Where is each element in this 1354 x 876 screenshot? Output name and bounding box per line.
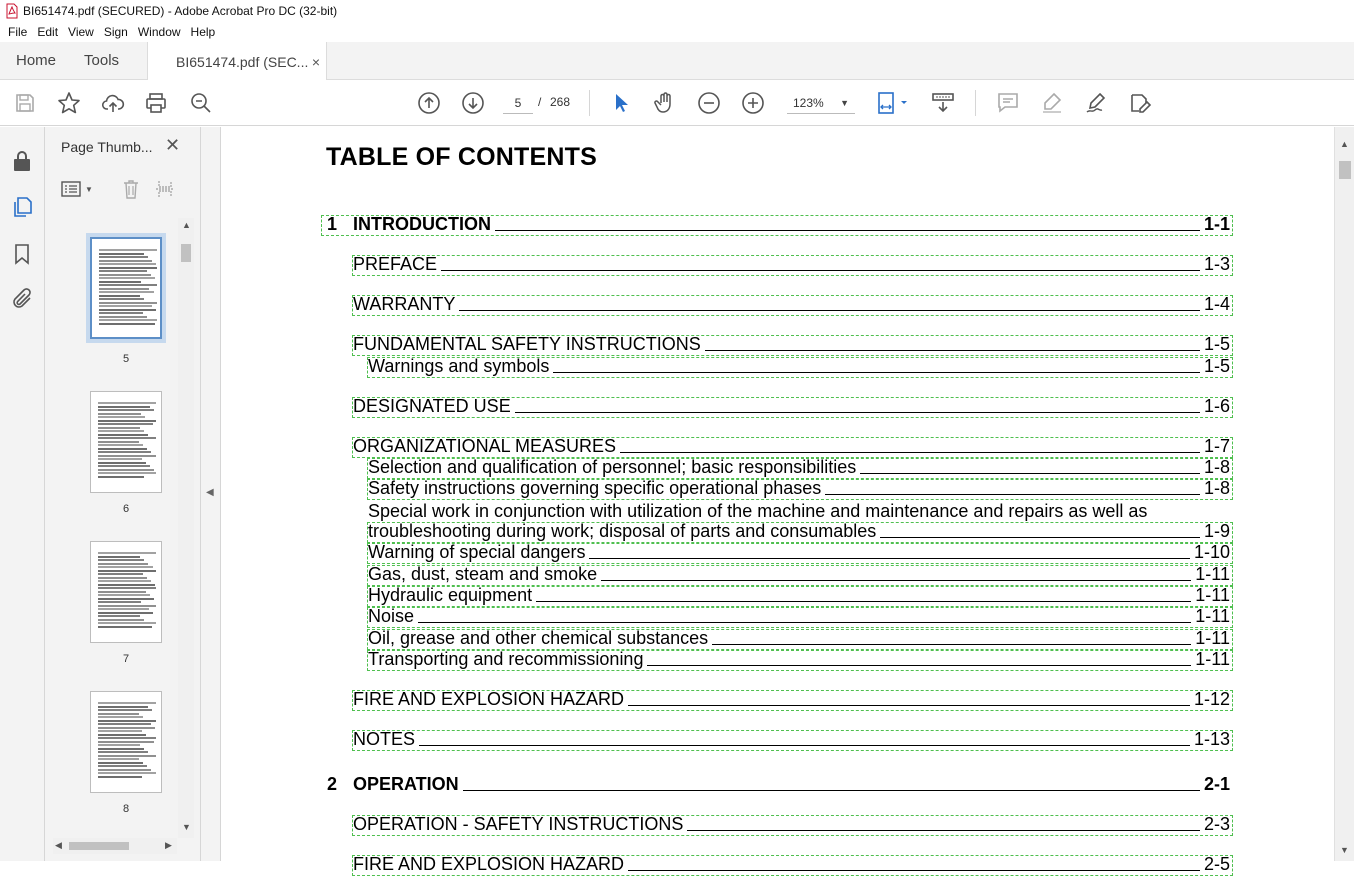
thumbnail-text-line <box>98 577 147 579</box>
fit-page-icon[interactable] <box>876 91 912 115</box>
panel-title: Page Thumb... <box>61 139 153 155</box>
next-page-icon[interactable] <box>461 91 485 115</box>
thumbnail-text-line <box>98 622 156 624</box>
thumbnail-text-line <box>99 291 154 293</box>
collapse-panel-icon[interactable]: ◀ <box>206 487 214 498</box>
document-tab-label: BI651474.pdf (SEC... <box>176 53 309 70</box>
toc-section-number: 1 <box>327 214 338 234</box>
panel-collapse-strip[interactable] <box>201 127 221 861</box>
toc-leader <box>860 473 1200 474</box>
page-thumbnail[interactable] <box>90 391 162 493</box>
thumbnail-text-line <box>98 720 156 722</box>
toc-label-continuation: Special work in conjunction with utilization of the machine and maintenance and repairs as well as <box>368 501 1148 521</box>
toolbar-divider <box>975 90 976 116</box>
thumbnail-text-line <box>98 748 144 750</box>
scrollbar-thumb[interactable] <box>1339 161 1351 179</box>
thumbnail-text-line <box>98 608 149 610</box>
toc-leader <box>628 705 1190 706</box>
thumbnails-vertical-scrollbar[interactable] <box>178 218 194 838</box>
toc-leader <box>495 230 1200 231</box>
toc-entry[interactable] <box>367 522 1233 543</box>
toc-leader <box>601 580 1191 581</box>
toc-leader <box>463 790 1200 791</box>
tab-tools[interactable]: Tools <box>84 52 120 69</box>
zoom-value: 123% <box>793 95 824 110</box>
thumbnail-text-line <box>99 309 156 311</box>
toc-label: troubleshooting during work; disposal of parts and consumables <box>368 521 877 541</box>
zoom-in-icon[interactable] <box>741 91 765 115</box>
chevron-down-icon: ▼ <box>840 97 849 108</box>
title-bar <box>0 0 1354 22</box>
toc-label: WARRANTY <box>353 294 456 314</box>
thumbnail-text-line <box>98 441 139 443</box>
select-arrow-icon[interactable] <box>609 91 633 115</box>
toc-leader <box>589 558 1190 559</box>
thumbnail-text-line <box>98 587 156 589</box>
thumbnail-text-line <box>98 727 155 729</box>
page-thumbnail-number: 5 <box>122 353 130 365</box>
thumbnail-text-line <box>99 253 144 255</box>
menu-file[interactable]: File <box>8 25 28 39</box>
thumbnail-options-button[interactable] <box>61 179 97 199</box>
thumbnail-text-line <box>98 612 153 614</box>
left-rail <box>0 127 45 861</box>
thumbnail-text-line <box>98 730 142 732</box>
toolbar <box>0 80 1354 126</box>
thumbnail-text-line <box>98 427 140 429</box>
thumbnail-text-line <box>98 713 139 715</box>
toc-label: OPERATION <box>353 774 459 794</box>
menu-view[interactable]: View <box>68 25 94 39</box>
scroll-right-arrow-icon[interactable]: ▶ <box>165 840 172 850</box>
split-page-icon[interactable] <box>155 178 175 205</box>
thumbnail-text-line <box>98 437 156 439</box>
toc-leader <box>441 270 1200 271</box>
thumbnail-text-line <box>98 598 154 600</box>
thumbnail-text-line <box>98 465 150 467</box>
thumbnail-text-line <box>99 267 157 269</box>
toc-entry[interactable] <box>367 629 1233 650</box>
toc-page: 1-8 <box>1203 457 1230 477</box>
tab-home[interactable]: Home <box>16 52 57 69</box>
window-title: BI651474.pdf (SECURED) - Adobe Acrobat Pro DC (32-bit) <box>23 4 338 18</box>
toc-leader <box>553 372 1200 373</box>
comment-icon[interactable] <box>996 91 1020 115</box>
thumbnail-text-line <box>99 319 157 321</box>
page-total: 268 <box>550 95 571 109</box>
thumbnail-text-line <box>98 406 150 408</box>
toc-leader <box>515 412 1200 413</box>
toc-entry[interactable] <box>352 730 1233 751</box>
menu-edit[interactable]: Edit <box>37 25 59 39</box>
search-zoom-icon[interactable] <box>189 91 213 115</box>
delete-page-icon[interactable] <box>121 178 141 205</box>
toc-page: 1-13 <box>1193 729 1230 749</box>
toc-leader <box>687 830 1200 831</box>
thumbnail-text-line <box>98 416 145 418</box>
thumbnail-text-line <box>98 409 154 411</box>
toc-entry[interactable] <box>367 543 1233 564</box>
toc-page: 1-7 <box>1203 436 1230 456</box>
toc-page: 1-11 <box>1195 649 1230 669</box>
thumbnail-text-line <box>99 302 157 304</box>
toc-leader <box>705 350 1200 351</box>
toc-leader <box>418 622 1191 623</box>
page-thumbnail[interactable] <box>90 691 162 793</box>
thumbnail-text-line <box>99 256 148 258</box>
toc-entry[interactable] <box>352 335 1233 356</box>
toc-leader <box>628 870 1200 871</box>
scrollbar-thumb[interactable] <box>69 842 129 850</box>
thumbnail-text-line <box>98 420 156 422</box>
thumbnail-text-line <box>98 476 144 478</box>
list-options-icon <box>61 181 81 197</box>
toc-entry[interactable] <box>367 650 1233 671</box>
thumbnail-text-line <box>98 469 154 471</box>
toc-leader <box>880 537 1200 538</box>
acrobat-pdf-icon <box>6 4 18 18</box>
thumbnail-text-line <box>99 316 147 318</box>
toc-entry[interactable] <box>321 775 1233 796</box>
toc-page: 2-3 <box>1203 814 1230 834</box>
toc-page: 1-3 <box>1203 254 1230 274</box>
lock-icon[interactable] <box>10 149 34 173</box>
thumbnail-text-line <box>98 601 141 603</box>
toc-label: Transporting and recommissioning <box>368 649 644 669</box>
toc-section-number: 2 <box>327 774 338 794</box>
tab-bar <box>0 42 1354 80</box>
thumbnail-text-line <box>98 706 148 708</box>
toc-entry[interactable] <box>352 295 1233 316</box>
scroll-left-arrow-icon[interactable]: ◀ <box>55 840 62 850</box>
thumbnail-text-line <box>99 260 152 262</box>
toc-page: 1-11 <box>1195 606 1230 626</box>
toc-page: 1-6 <box>1203 396 1230 416</box>
toc-entry[interactable] <box>367 565 1233 586</box>
thumbnail-text-line <box>98 580 151 582</box>
thumbnail-text-line <box>99 295 140 297</box>
menu-help[interactable]: Help <box>190 25 216 39</box>
hand-icon[interactable] <box>653 91 677 115</box>
toc-page: 1-11 <box>1195 564 1230 584</box>
zoom-out-icon[interactable] <box>697 91 721 115</box>
thumbnail-text-line <box>98 462 146 464</box>
thumbnail-text-line <box>99 263 156 265</box>
thumbnail-text-line <box>98 737 156 739</box>
zoom-select[interactable] <box>787 92 855 114</box>
page-thumbnail-number: 7 <box>122 653 130 665</box>
toc-leader <box>620 452 1200 453</box>
page-separator: / <box>538 95 542 109</box>
toc-leader <box>647 665 1191 666</box>
menu-bar <box>0 22 1354 42</box>
toc-entry[interactable] <box>367 607 1233 628</box>
thumbnail-text-line <box>99 298 144 300</box>
thumbnail-text-line <box>98 605 156 607</box>
scroll-down-arrow-icon[interactable]: ▼ <box>1340 845 1349 855</box>
toc-entry[interactable] <box>352 815 1233 836</box>
sign-icon[interactable] <box>1084 91 1108 115</box>
attachment-icon[interactable] <box>10 287 34 311</box>
thumbnail-text-line <box>98 626 152 628</box>
close-panel-icon[interactable]: ✕ <box>165 135 181 155</box>
toc-page: 1-9 <box>1203 521 1230 541</box>
thumbnail-text-line <box>99 305 152 307</box>
toc-page: 1-12 <box>1193 689 1230 709</box>
toc-label: Gas, dust, steam and smoke <box>368 564 598 584</box>
thumbnail-text-line <box>98 772 156 774</box>
scroll-up-arrow-icon[interactable]: ▲ <box>1340 139 1349 149</box>
thumbnail-text-line <box>98 755 156 757</box>
toolbar-divider <box>589 90 590 116</box>
thumbnail-text-line <box>98 762 143 764</box>
toc-page: 1-11 <box>1195 585 1230 605</box>
thumbnail-text-line <box>98 702 156 704</box>
thumbnail-text-line <box>98 776 142 778</box>
bookmark-icon[interactable] <box>10 242 34 266</box>
toc-entry[interactable] <box>352 690 1233 711</box>
thumbnail-text-line <box>98 734 146 736</box>
toc-entry[interactable] <box>352 255 1233 276</box>
toc-page: 1-8 <box>1203 478 1230 498</box>
thumbnail-text-line <box>98 758 139 760</box>
toc-leader <box>825 494 1200 495</box>
thumbnails-horizontal-scrollbar[interactable] <box>53 838 177 854</box>
thumbnail-text-line <box>98 584 155 586</box>
toc-label: OPERATION - SAFETY INSTRUCTIONS <box>353 814 684 834</box>
thumbnail-text-line <box>99 270 147 272</box>
tab-document[interactable] <box>147 42 327 81</box>
toc-label: PREFACE <box>353 254 438 274</box>
thumbnail-text-line <box>99 284 157 286</box>
thumbnail-text-line <box>98 458 142 460</box>
toc-entry[interactable] <box>367 479 1233 500</box>
thumbnail-text-line <box>98 615 140 617</box>
toc-entry[interactable] <box>367 586 1233 607</box>
thumbnail-text-line <box>98 430 144 432</box>
thumbnail-text-line <box>98 591 146 593</box>
thumbnail-text-line <box>98 559 144 561</box>
scroll-up-arrow-icon[interactable]: ▲ <box>182 220 191 230</box>
page-thumbnail[interactable] <box>90 237 162 339</box>
thumbnail-text-line <box>98 563 148 565</box>
toc-page: 2-5 <box>1203 854 1230 874</box>
toc-leader <box>712 644 1191 645</box>
toc-label: Oil, grease and other chemical substances <box>368 628 709 648</box>
document-viewer[interactable] <box>221 127 1334 874</box>
thumbnail-text-line <box>98 434 148 436</box>
toc-label: FIRE AND EXPLOSION HAZARD <box>353 689 625 709</box>
chevron-down-icon: ▼ <box>85 184 93 194</box>
star-icon[interactable] <box>57 91 81 115</box>
thumbnail-text-line <box>98 573 143 575</box>
toc-label: Warning of special dangers <box>368 542 586 562</box>
thumbnail-text-line <box>98 451 151 453</box>
toc-page: 1-4 <box>1203 294 1230 314</box>
toc-page: 1-1 <box>1203 214 1230 234</box>
page-title: TABLE OF CONTENTS <box>326 143 597 171</box>
edit-icon[interactable] <box>1128 91 1152 115</box>
toc-label: NOTES <box>353 729 416 749</box>
toc-page: 1-11 <box>1195 628 1230 648</box>
print-icon[interactable] <box>144 91 168 115</box>
thumbnail-text-line <box>99 274 151 276</box>
toc-entry[interactable] <box>367 458 1233 479</box>
thumbnail-text-line <box>98 455 156 457</box>
page-thumbnail-number: 6 <box>122 503 130 515</box>
toc-leader <box>459 310 1200 311</box>
toc-label: FUNDAMENTAL SAFETY INSTRUCTIONS <box>353 334 701 354</box>
toc-page: 1-5 <box>1203 356 1230 376</box>
page-thumbnail-number: 8 <box>122 803 130 815</box>
save-icon[interactable] <box>13 91 37 115</box>
toc-entry[interactable] <box>367 357 1233 378</box>
toc-page: 2-1 <box>1203 774 1230 794</box>
toc-label: Hydraulic equipment <box>368 585 533 605</box>
highlight-icon[interactable] <box>1040 91 1064 115</box>
thumbnail-text-line <box>98 472 156 474</box>
document-vertical-scrollbar[interactable] <box>1334 127 1354 861</box>
prev-page-icon[interactable] <box>417 91 441 115</box>
thumbnail-text-line <box>98 402 156 404</box>
thumbnail-text-line <box>98 744 140 746</box>
scrollbar-thumb[interactable] <box>181 244 191 262</box>
thumbnail-text-line <box>98 552 156 554</box>
upload-icon[interactable] <box>101 91 125 115</box>
thumbnail-text-line <box>98 448 147 450</box>
thumbnail-text-line <box>98 741 154 743</box>
thumbnail-text-line <box>98 619 144 621</box>
thumbnail-text-line <box>98 556 140 558</box>
thumbnail-text-line <box>99 312 143 314</box>
toc-leader <box>536 601 1191 602</box>
thumbnail-text-line <box>98 769 151 771</box>
toc-entry[interactable] <box>352 437 1233 458</box>
toc-label: Selection and qualification of personnel; basic responsibilities <box>368 457 857 477</box>
page-thumbnails-icon[interactable] <box>10 195 34 219</box>
menu-sign[interactable]: Sign <box>103 25 128 39</box>
thumbnail-text-line <box>99 249 157 251</box>
thumbnail-text-line <box>98 594 150 596</box>
thumbnail-text-line <box>98 723 151 725</box>
menu-window[interactable]: Window <box>137 25 181 39</box>
thumbnail-text-line <box>98 709 152 711</box>
thumbnail-text-line <box>98 751 148 753</box>
thumbnail-text-line <box>99 277 155 279</box>
toc-label: INTRODUCTION <box>353 214 491 234</box>
thumbnail-text-line <box>98 444 143 446</box>
toc-label: Warnings and symbols <box>368 356 550 376</box>
scroll-mode-icon[interactable] <box>931 91 955 115</box>
toc-label: Noise <box>368 606 415 626</box>
thumbnail-text-line <box>99 323 155 325</box>
toc-entry[interactable] <box>352 855 1233 876</box>
thumbnail-text-line <box>98 413 141 415</box>
thumbnail-text-line <box>98 570 156 572</box>
toc-page: 1-5 <box>1203 334 1230 354</box>
thumbnail-text-line <box>99 288 149 290</box>
toc-label: ORGANIZATIONAL MEASURES <box>353 436 617 456</box>
thumbnail-text-line <box>98 716 143 718</box>
thumbnail-text-line <box>98 566 153 568</box>
toc-leader <box>419 745 1190 746</box>
page-thumbnail[interactable] <box>90 541 162 643</box>
toc-entry[interactable] <box>352 397 1233 418</box>
toc-label: DESIGNATED USE <box>353 396 511 416</box>
thumbnail-text-line <box>98 423 153 425</box>
toc-label: Safety instructions governing specific operational phases <box>368 478 822 498</box>
thumbnail-text-line <box>99 281 141 283</box>
thumbnail-text-line <box>98 765 147 767</box>
toc-page: 1-10 <box>1193 542 1230 562</box>
close-tab-icon[interactable]: × <box>311 53 321 70</box>
scroll-down-arrow-icon[interactable]: ▼ <box>182 822 191 832</box>
toc-label: FIRE AND EXPLOSION HAZARD <box>353 854 625 874</box>
toc-entry[interactable] <box>321 215 1233 236</box>
page-number-input[interactable] <box>503 92 533 114</box>
